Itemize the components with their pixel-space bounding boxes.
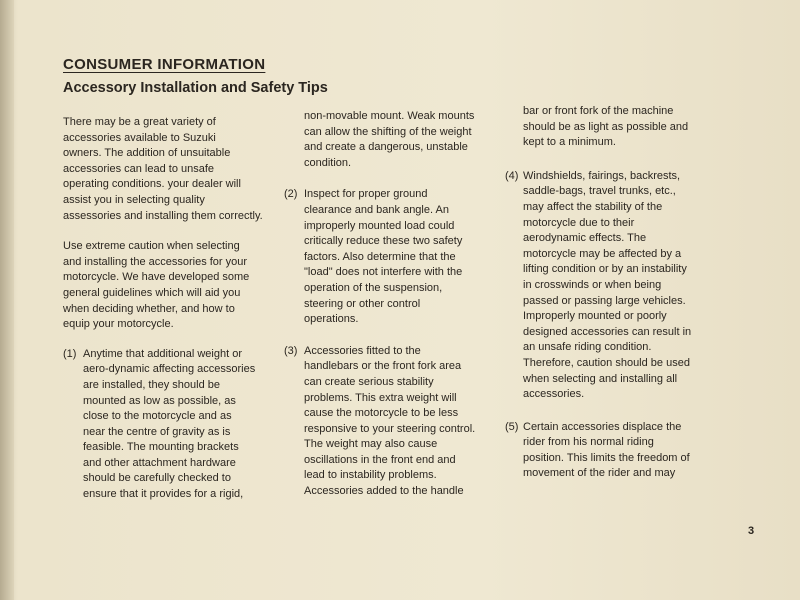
text-column-3: [505, 104, 720, 482]
section-title: Accessory Installation and Safety Tips: [63, 80, 328, 96]
page-header-title: CONSUMER INFORMATION: [63, 56, 266, 73]
tip-text: Certain accessories displace the rider from his normal riding position. This limits the freedom of movement of the rider and may: [523, 420, 690, 480]
tip-number: (3): [284, 344, 298, 357]
tip-1-continued: non-movable mount. Weak mounts can allow the shifting of the weight and create a dangerous, unstable condition.: [304, 110, 475, 169]
tip-item-4: [505, 169, 720, 403]
page-number: 3: [748, 525, 755, 537]
text-column-1: [63, 115, 281, 503]
tip-text: Windshields, fairings, backrests, saddle-bags, travel trunks, etc., may affect the stability of the motorcycle due to their aerodynamic effects. The motorcycle may be affected by a lifting condition or by an instability in crosswinds or when being passed or passing large vehicles. Improperly mounted or poorly designed accessories can result in an unsafe riding condition. Therefore, caution should be used when selecting and installing all accessories.: [523, 169, 692, 401]
tip-text: Anytime that additional weight or aero-dynamic affecting accessories are installed, they should be mounted as low as possible, as close to the motorcycle and as near the centre of gravity as is feasible. The mounting brackets and other attachment hardware should be carefully checked to ensure that it provides for a rigid,: [83, 347, 256, 501]
tip-number: (4): [505, 169, 519, 182]
tip-number: (2): [284, 188, 298, 201]
page-spine-shadow: [0, 0, 14, 600]
intro-paragraph-1: There may be a great variety of accessories available to Suzuki owners. The addition of unsuitable accessories can lead to unsafe operating conditions. your dealer will assist you in selecting quality assessories and installing them correctly.: [63, 116, 263, 222]
text-column-2: [284, 109, 504, 500]
tip-text: Inspect for proper ground clearance and bank angle. An improperly mounted load could critically reduce these two safety factors. Also determine that the "load" does not interfere with the operation of the suspension, steering or other control operations.: [304, 188, 463, 326]
tip-number: (5): [505, 420, 519, 433]
intro-paragraph-2: Use extreme caution when selecting and installing the accessories for your motorcycle. We have developed some general guidelines which will aid you when deciding whether, and how to equip your motorcycle.: [63, 240, 250, 331]
tip-item-3: [284, 344, 504, 500]
tip-3-continued: bar or front fork of the machine should be as light as possible and kept to a minimum.: [523, 105, 689, 149]
tip-item-5: [505, 420, 720, 482]
tip-number: (1): [63, 347, 77, 360]
tip-item-1: [63, 347, 281, 503]
tip-item-2: [284, 187, 504, 327]
tip-text: Accessories fitted to the handlebars or the front fork area can create serious stability problems. This extra weight will cause the motorcycle to be less responsive to your steering control. The weight may also cause oscillations in the front end and lead to instability problems. Accessories added to the handle: [304, 344, 476, 498]
